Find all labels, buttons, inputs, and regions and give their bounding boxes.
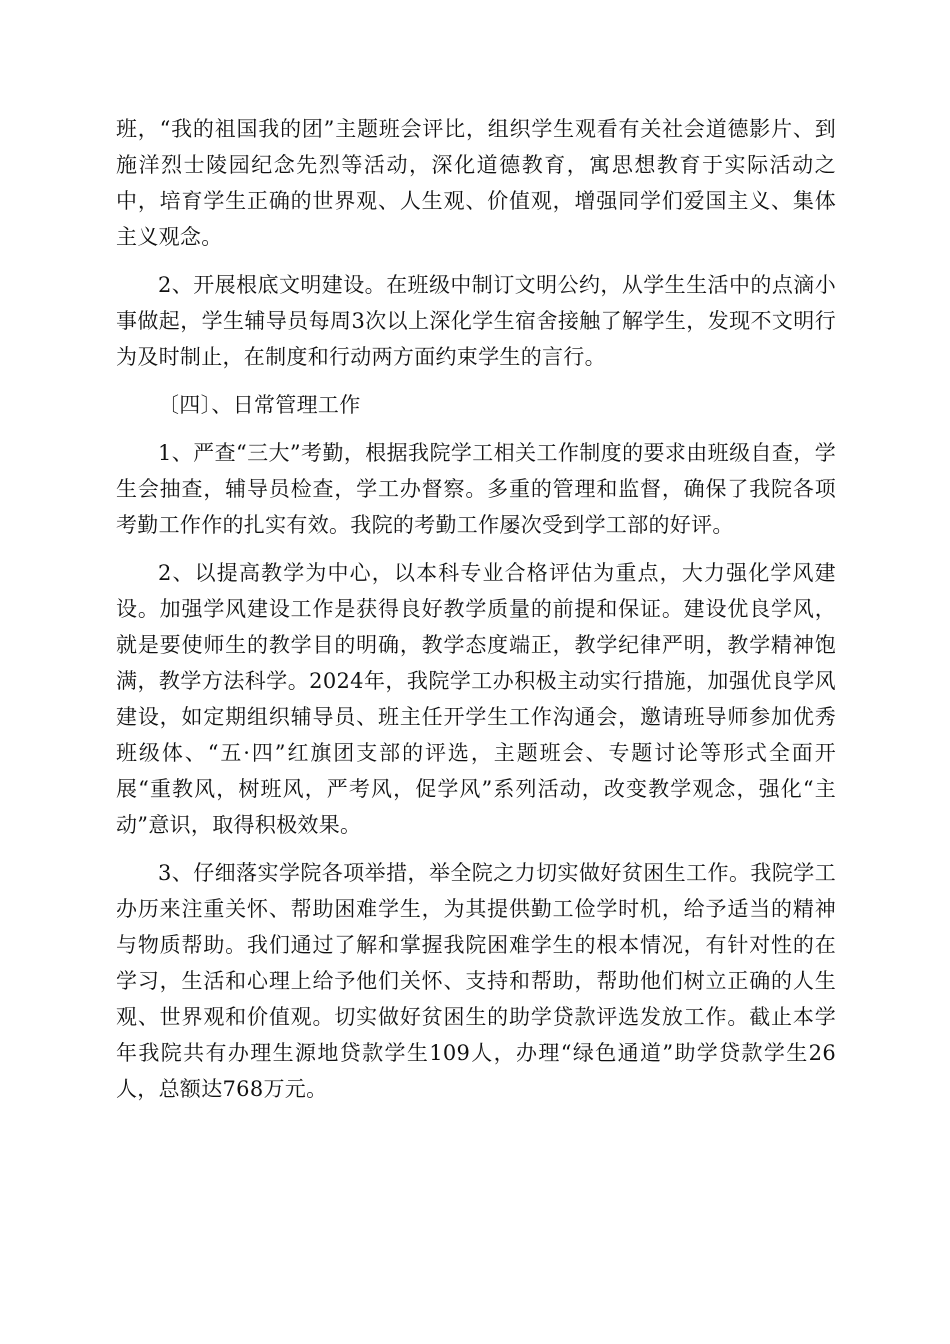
section-heading-daily-management: 〔四〕、日常管理工作 (158, 393, 361, 417)
paragraph-attendance-check: 1、严查“三大”考勤，根据我院学工相关工作制度的要求由班级自查，学生会抽查，辅导员检查，学工办督察。多重的管理和监督，确保了我院各项考勤工作作的扎实有效。我院的考勤工作屡次受到学工部的好评。 (116, 441, 836, 537)
paragraph-moral-education-continued: 班，“我的祖国我的团”主题班会评比，组织学生观看有关社会道德影片、到施洋烈士陵园纪念先烈等活动，深化道德教育，寓思想教育于实际活动之中，培育学生正确的世界观、人生观、价值观，增强同学们爱国主义、集体主义观念。 (116, 117, 836, 249)
paragraph-poverty-student-support: 3、仔细落实学院各项举措，举全院之力切实做好贫困生工作。我院学工办历来注重关怀、帮助困难学生，为其提供勤工俭学时机，给予适当的精神与物质帮助。我们通过了解和掌握我院困难学生的根本情况，有针对性的在学习，生活和心理上给予他们关怀、支持和帮助，帮助他们树立正确的人生观、世界观和价值观。切实做好贫困生的助学贷款评选发放工作。截止本学年我院共有办理生源地贷款学生109人，办理“绿色通道”助学贷款学生26人，总额达768万元。 (116, 861, 836, 1101)
document-page (116, 111, 836, 1119)
paragraph-study-style-building: 2、以提高教学为中心，以本科专业合格评估为重点，大力强化学风建设。加强学风建设工作是获得良好教学质量的前提和保证。建设优良学风，就是要使师生的教学目的明确，教学态度端正，教学纪律严明，教学精神饱满，教学方法科学。2024年，我院学工办积极主动实行措施，加强优良学风建设，如定期组织辅导员、班主任开学生工作沟通会，邀请班导师参加优秀班级体、“五·四”红旗团支部的评选，主题班会、专题讨论等形式全面开展“重教风，树班风，严考风，促学风”系列活动，改变教学观念，强化“主动”意识，取得积极效果。 (116, 561, 836, 837)
paragraph-civility-building: 2、开展根底文明建设。在班级中制订文明公约，从学生生活中的点滴小事做起，学生辅导员每周3次以上深化学生宿舍接触了解学生，发现不文明行为及时制止，在制度和行动两方面约束学生的言行。 (116, 273, 836, 369)
